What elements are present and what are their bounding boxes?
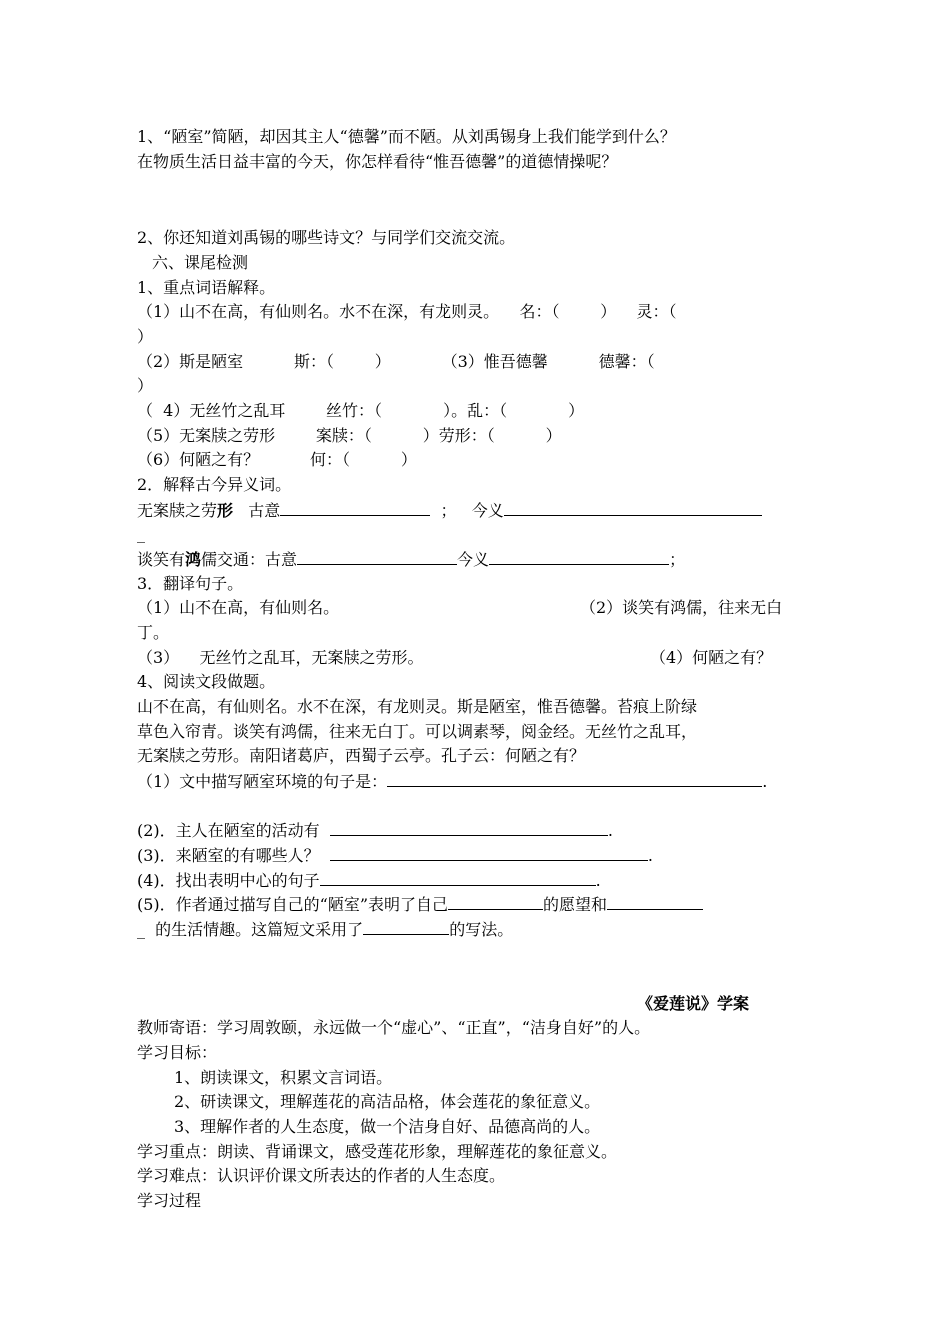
goals-heading: 学习目标： — [137, 1043, 218, 1062]
passage-line-1: 山不在高，有仙则名。水不在深，有龙则灵。斯是陋室，惟吾德馨。苔痕上阶绿 — [137, 697, 698, 716]
passage-line-2: 草色入帘青。谈笑有鸿儒，往来无白丁。可以调素琴，阅金经。无丝竹之乱耳， — [137, 722, 698, 741]
vocab-item-4: （ 4）无丝竹之乱耳 丝竹：（ ）。乱：（ ） — [137, 401, 585, 420]
goal-1: 1、朗读课文，积累文言词语。 — [174, 1068, 393, 1087]
translate-item-2: （2）谈笑有鸿儒，往来无白 — [580, 598, 783, 617]
goal-2: 2、研读课文，理解莲花的高洁品格，体会莲花的象征意义。 — [174, 1092, 601, 1111]
translate-heading: 3．翻译句子。 — [137, 574, 244, 593]
translate-item-1: （1）山不在高，有仙则名。 — [137, 598, 340, 617]
teacher-message: 教师寄语：学习周敦颐，永远做一个“虚心”、“正直”，“洁身自好”的人。 — [137, 1018, 651, 1037]
learning-process: 学习过程 — [137, 1191, 202, 1210]
translate-item-2-wrap: 丁。 — [137, 623, 170, 642]
ancient-item-2: 谈笑有鸿儒交通：古意 今义 ； — [137, 550, 686, 569]
reading-q5-line-2: _ 的生活情趣。这篇短文采用了 的写法。 — [137, 920, 514, 939]
vocab-item-5: （5）无案牍之劳形 案牍：（ ）劳形：（ ） — [137, 426, 562, 445]
ancient-item-1-wrap: _ — [137, 524, 145, 543]
vocab-item-1: （1）山不在高，有仙则名。水不在深，有龙则灵。 名：（ ） 灵：（ — [137, 302, 677, 321]
vocab-item-3-close: ） — [137, 376, 154, 395]
reading-q4: (4)．找出表明中心的句子 . — [137, 871, 601, 890]
reading-q2: (2)．主人在陋室的活动有 . — [137, 821, 613, 840]
reading-q5-line-1: (5)．作者通过描写自己的“陋室”表明了自己 的愿望和 — [137, 894, 703, 915]
reading-q1: （1）文中描写陋室环境的句子是： . — [137, 772, 768, 791]
goal-3: 3、理解作者的人生态度，做一个洁身自好、品德高尚的人。 — [174, 1117, 601, 1136]
ancient-heading: 2．解释古今异义词。 — [137, 475, 292, 494]
vocab-item-6: （6）何陋之有？ 何：（ ） — [137, 450, 417, 469]
vocab-item-2-3: （2）斯是陋室 斯：（ ） （3）惟吾德馨 德馨：（ — [137, 352, 655, 371]
vocab-item-1-close: ） — [137, 327, 154, 346]
section-6-heading: 六、课尾检测 — [152, 253, 249, 272]
question-2: 2、你还知道刘禹锡的哪些诗文？与同学们交流交流。 — [137, 228, 516, 247]
vocab-heading: 1、重点词语解释。 — [137, 278, 276, 297]
learning-difficulty: 学习难点：认识评价课文所表达的作者的人生态度。 — [137, 1166, 506, 1185]
question-1-line-2: 在物质生活日益丰富的今天，你怎样看待“惟吾德馨”的道德情操呢？ — [137, 152, 618, 171]
translate-item-4: （4）何陋之有？ — [650, 648, 773, 667]
passage-line-3: 无案牍之劳形。南阳诸葛庐，西蜀子云亭。孔子云：何陋之有？ — [137, 746, 586, 765]
lesson-title: 《爱莲说》学案 — [637, 994, 750, 1013]
translate-item-3: （3） 无丝竹之乱耳，无案牍之劳形。 — [137, 648, 424, 667]
learning-focus: 学习重点：朗读、背诵课文，感受莲花形象，理解莲花的象征意义。 — [137, 1142, 618, 1161]
ancient-item-1: 无案牍之劳形 古意 ； 今义 — [137, 500, 762, 521]
question-1-line-1: 1、“陋室”简陋，却因其主人“德馨”而不陋。从刘禹锡身上我们能学到什么？ — [137, 127, 676, 146]
reading-q3: (3)．来陋室的有哪些人？ . — [137, 846, 653, 865]
reading-heading: 4、阅读文段做题。 — [137, 672, 276, 691]
